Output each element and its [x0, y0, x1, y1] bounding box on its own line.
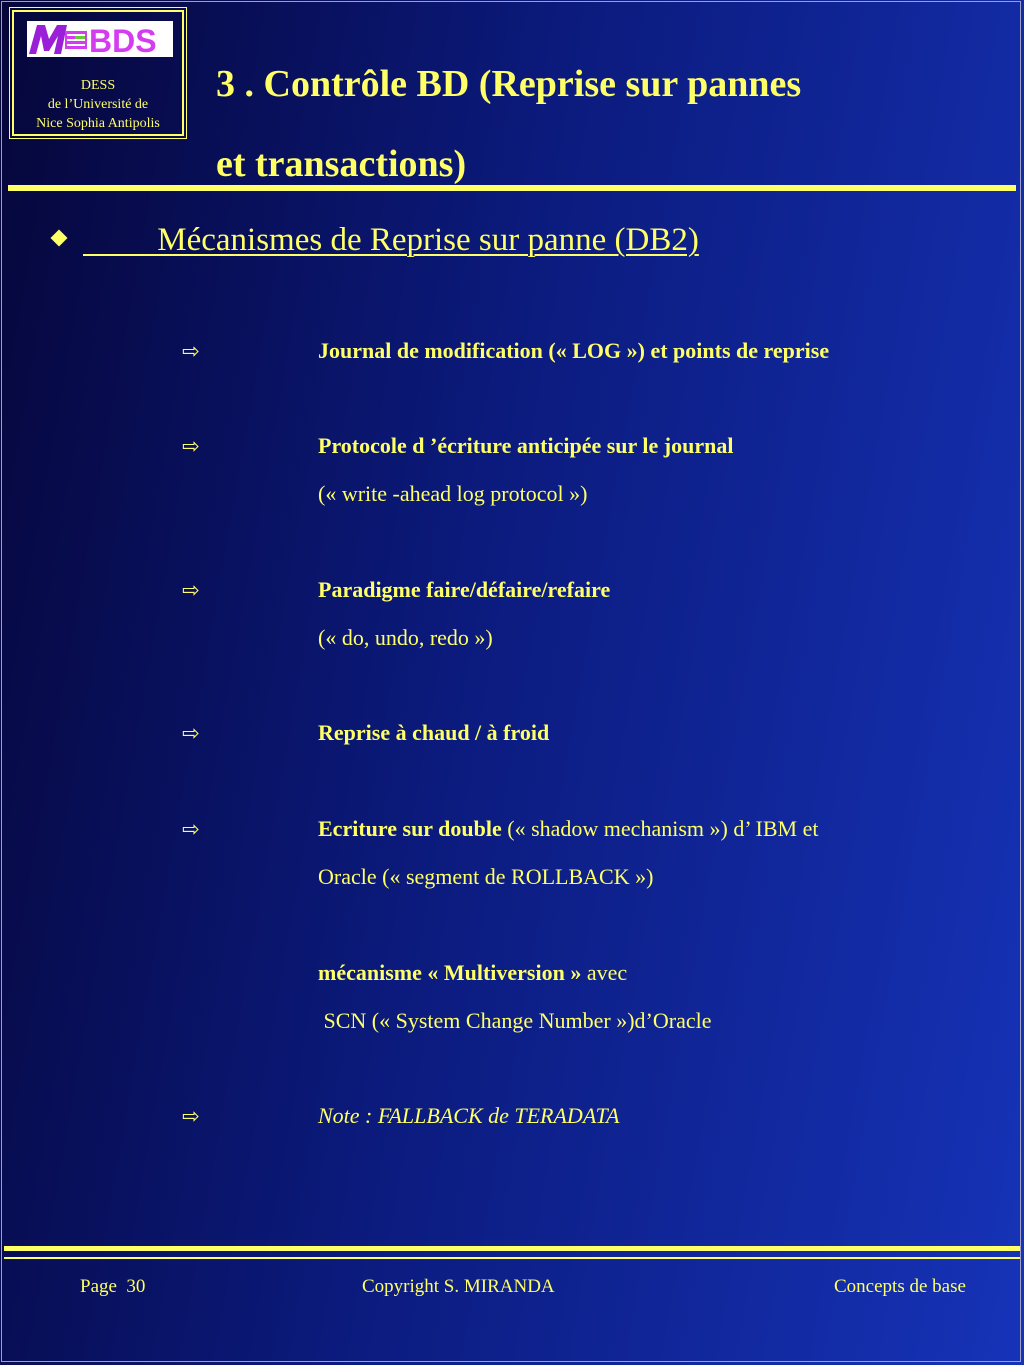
title-line-1: 3 . Contrôle BD (Reprise sur pannes — [216, 63, 802, 105]
title-divider — [8, 185, 1016, 191]
slide-title — [216, 44, 1006, 204]
footer-topic: Concepts de base — [834, 1276, 966, 1297]
item-multiversion-title: mécanisme « Multiversion » — [318, 960, 582, 985]
item-scn-text: SCN (« System Change Number »)d’Oracle — [318, 1008, 712, 1033]
hollow-arrow-icon: ⇨ — [182, 578, 200, 602]
item-ecriture-title: Ecriture sur double — [318, 816, 502, 841]
logo-line-dess: DESS — [80, 78, 116, 93]
logo-line-universite: de l’Université de — [47, 97, 149, 112]
logo-caption — [14, 76, 182, 133]
hollow-arrow-icon: ⇨ — [182, 817, 200, 841]
slide-frame — [1, 1, 1021, 1362]
section-heading-row — [50, 222, 699, 259]
item-protocole-detail: (« write -ahead log protocol ») — [318, 481, 588, 506]
item-ecriture-rest: (« shadow mechanism ») d’ IBM et — [501, 816, 819, 841]
hollow-arrow-icon: ⇨ — [182, 339, 200, 363]
item-multiversion-rest: avec — [581, 960, 628, 985]
svg-text:BDS: BDS — [89, 23, 157, 57]
section-heading: Mécanismes de Reprise sur panne (DB2) — [83, 222, 699, 258]
logo-line-nice: Nice Sophia Antipolis — [36, 116, 160, 131]
diamond-bullet-icon — [51, 230, 68, 247]
item-protocole-title: Protocole d ’écriture anticipée sur le journal — [318, 433, 734, 458]
footer-copyright: Copyright S. MIRANDA — [362, 1276, 555, 1297]
item-journal-text: Journal de modification (« LOG ») et points de reprise — [318, 338, 830, 363]
item-paradigme-detail: (« do, undo, redo ») — [318, 625, 493, 650]
item-note-text: Note : FALLBACK de TERADATA — [318, 1103, 620, 1128]
footer-divider-thick — [4, 1246, 1020, 1251]
title-line-2: et transactions) — [216, 143, 467, 185]
hollow-arrow-icon: ⇨ — [182, 434, 200, 458]
item-paradigme-title: Paradigme faire/défaire/refaire — [318, 577, 611, 602]
mbds-logo-mark — [27, 21, 173, 57]
footer-divider-thin — [4, 1257, 1020, 1259]
dess-logo — [12, 10, 184, 136]
footer-page-number: Page 30 — [80, 1276, 146, 1297]
item-reprise-text: Reprise à chaud / à froid — [318, 720, 550, 745]
hollow-arrow-icon: ⇨ — [182, 721, 200, 745]
hollow-arrow-icon: ⇨ — [182, 1104, 200, 1128]
item-ecriture-oracle: Oracle (« segment de ROLLBACK ») — [318, 864, 654, 889]
